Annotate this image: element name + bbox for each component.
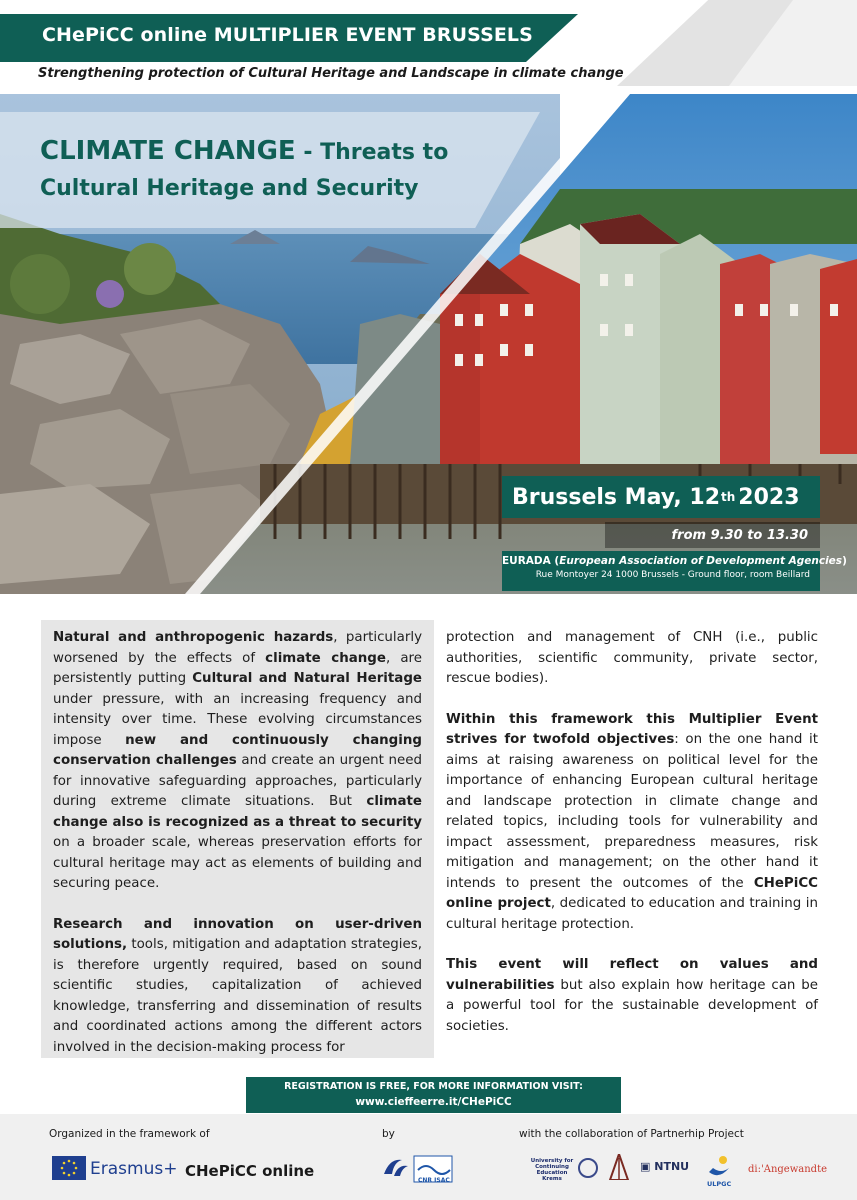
cnr-isac-text: CNR ISAC [418,1177,450,1184]
hero-title [40,134,510,206]
venue-acronym: EURADA [502,555,551,567]
emphasized-text: This event will reflect on values and vulnerabilities [446,957,818,993]
body-text: protection and management of CNH (i.e., public authorities, scientific community, private sector, rescue bodies). [446,630,818,686]
partner-tower-icon [608,1154,630,1180]
organized-label: Organized in the framework of [49,1128,210,1140]
body-text: , particularly worsened by the effects of [53,630,422,666]
registration-label: REGISTRATION IS FREE, FOR MORE INFORMATION VISIT: [284,1081,583,1092]
venue-name: EURADA (European Association of Development Agencies [502,555,843,567]
body-text: , dedicated to education and training in cultural heritage protection. [446,896,818,932]
body-text: tools, mitigation and adaptation strategies, is therefore urgently required, based on sound scientific studies, capitalization of achieved knowledge, transferring and dissemination of results and coordinated actions among the different actors involved in the decision-making process for [53,937,422,1055]
ulpgc-text: ULPGC [707,1180,732,1188]
paragraph-research [53,915,422,1059]
body-text: under pressure, with an increasing frequency and intensity over time. These evolving circumstances impose [53,691,422,748]
hero-image [0,94,857,594]
angewandte-logo: di:'Angewandte [748,1164,827,1175]
ucb-logo: University for Continuing Education Krems [530,1158,574,1182]
event-date-prefix: Brussels May, 12 [512,484,721,510]
paragraph-hazards [53,628,422,895]
event-date-suffix: th [721,490,736,504]
ntnu-text: NTNU [654,1160,690,1173]
emphasized-text: new and continuously changing conservation challenges [53,732,422,768]
venue-address: Rue Montoyer 24 1000 Brussels - Ground floor, room Beillard [535,570,810,580]
body-text: : on the one hand it aims at raising awareness on political level for the importance of enhancing European cultural heritage and landscape protection in climate change and related topics, including tools for vulnerability and impact assessment, preparedness measures, risk mitigation and management; on the other hand it intends to present the outcomes of the [446,732,818,891]
event-title: CHePiCC online MULTIPLIER EVENT BRUSSELS [42,24,533,46]
emphasized-text: Within this framework this Multiplier Event strives for twofold objectives [446,711,818,747]
emphasized-text: CHePiCC online project [446,875,818,911]
paragraph-cnh [446,628,818,690]
erasmus-logo: Erasmus+ [90,1159,178,1179]
ntnu-logo: ▣ NTNU [640,1160,690,1173]
eu-flag-icon [52,1156,86,1180]
emphasized-text: Cultural and Natural Heritage [192,671,423,686]
partner-seal-icon [578,1158,598,1178]
venue-full-name: European Association of Development Agencies [559,555,843,567]
hero-title-rest: - Threats to Cultural Heritage and Security [40,140,449,201]
body-text: , are persistently putting [53,650,422,686]
cnr-isac-logo [380,1152,456,1188]
paragraph-values [446,955,818,1037]
chepicc-logo: CHePiCC online [185,1162,315,1180]
event-date-year: 2023 [738,484,800,510]
emphasized-text: climate change also is recognized as a threat to security [53,794,422,830]
by-label: by [382,1128,395,1140]
ulpgc-icon [705,1152,733,1180]
body-text: on a broader scale, whereas preservation efforts for cultural heritage may act as elements of building and securing peace. [53,835,422,891]
event-time: from 9.30 to 13.30 [605,522,820,548]
collab-label: with the collaboration of Partnerhip Project [519,1128,744,1140]
event-subtitle: Strengthening protection of Cultural Heritage and Landscape in climate change [38,66,624,81]
emphasized-text: climate change [265,650,386,666]
right-text-column [446,628,818,1037]
registration-link[interactable]: www.cieffeerre.it/CHePiCC [355,1096,512,1108]
registration-banner [246,1077,621,1113]
body-text: and create an urgent need for innovative safeguarding approaches, particularly during extreme climate situations. But [53,753,423,809]
emphasized-text: Research and innovation on user-driven solutions, [53,916,422,952]
venue-info [502,551,843,591]
footer [0,1114,857,1200]
left-text-column [41,620,434,1058]
body-text: but also explain how heritage can be a powerful tool for the sustainable development of societies. [446,977,818,1034]
paragraph-framework [446,710,818,936]
hero-title-main: CLIMATE CHANGE [40,136,296,166]
event-date [502,476,820,518]
emphasized-text: Natural and anthropogenic hazards [53,630,334,645]
